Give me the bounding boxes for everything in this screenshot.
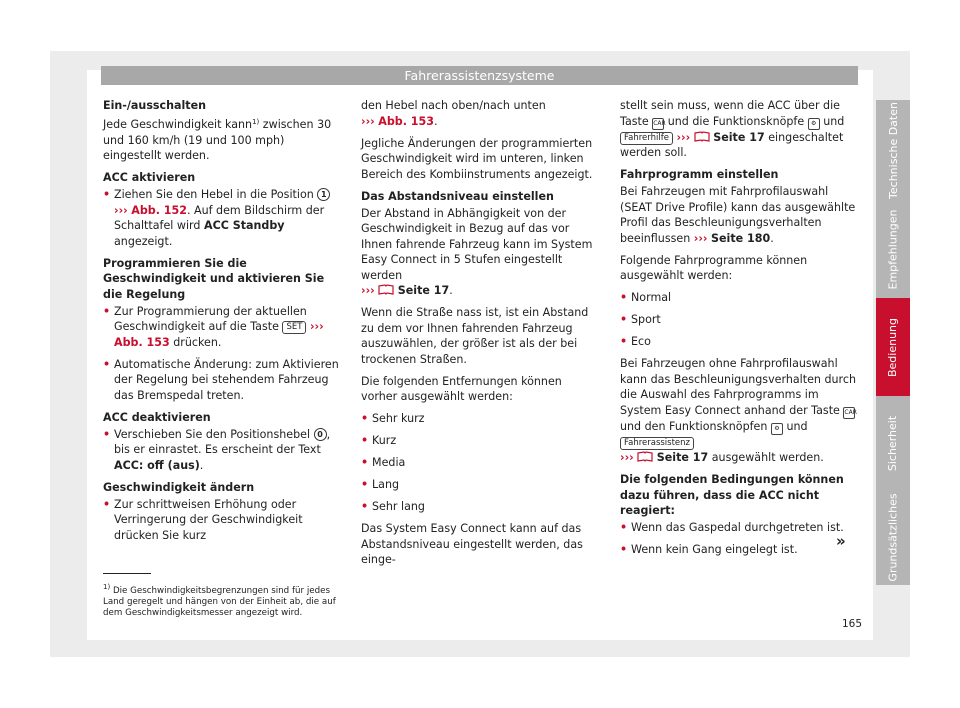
- paragraph: [620, 98, 860, 161]
- crossref-arrow: ›››: [676, 130, 691, 144]
- paragraph: Wenn die Straße nass ist, ist ein Abstand zu dem vor Ihnen fahrenden Fahrzeug auszuwählen, der größer ist als der bei trockenen Straßen.: [361, 306, 589, 366]
- crossref: ››› Seite 17.: [361, 284, 453, 297]
- paragraph: [620, 184, 860, 246]
- bullet: •: [103, 427, 111, 441]
- fahrerassistenz-key: Fahrerassistenz: [620, 437, 694, 450]
- bullet: •: [620, 335, 628, 348]
- text: ausgewählt werden.: [708, 451, 824, 464]
- bullet: •: [620, 291, 628, 304]
- tab-grundsaetzliches[interactable]: [876, 490, 910, 585]
- text: .: [199, 458, 204, 472]
- footnote-divider: [103, 573, 151, 574]
- bullet: •: [361, 434, 369, 447]
- text: drücken.: [169, 335, 222, 349]
- tab-label: Grundsätzliches: [886, 493, 900, 582]
- text: und: [819, 114, 845, 128]
- footnote-text: Die Geschwindigkeitsbegrenzungen sind für jedes Land geregelt und hängen von der Einheit ab, die auf dem Geschwindigkeitsmesser angezeigt wird.: [103, 586, 336, 618]
- tab-label: Technische Daten: [886, 101, 900, 199]
- column-2: [361, 98, 601, 574]
- bullet: •: [103, 357, 111, 371]
- function-button-icon: ⚙: [771, 423, 783, 435]
- list-item: [620, 290, 860, 306]
- text: Zur schrittweisen Erhöhung oder Verringerung der Geschwindigkeit drücken Sie kurz: [114, 497, 303, 542]
- heading-change-speed: Geschwindigkeit ändern: [103, 480, 255, 494]
- text: Ziehen Sie den Hebel in die Position: [114, 188, 318, 201]
- car-icon: CAR: [843, 407, 855, 419]
- footnote-ref[interactable]: 1): [252, 118, 260, 126]
- position-1-marker: 1: [317, 188, 330, 201]
- paragraph: Das System Easy Connect kann auf das Abstandsniveau eingestellt werden, das einge-: [361, 522, 583, 566]
- text: Zur Programmierung der aktuellen Geschwindigkeit auf die Taste: [114, 304, 307, 333]
- list-item: [620, 334, 860, 350]
- list-item: [361, 433, 601, 449]
- text: und die Funktionsknöpfe: [664, 114, 808, 128]
- bullet: •: [103, 188, 111, 201]
- bullet: •: [361, 500, 369, 513]
- tab-bedienung[interactable]: [876, 298, 910, 396]
- list-item: [103, 187, 343, 249]
- text: Bei Fahrzeugen mit Fahrprofilauswahl (SEAT Drive Profile) kann das ausgewählte Profil das Beschleunigungsverhalten beeinflussen: [620, 185, 856, 245]
- list-item: [620, 542, 860, 558]
- text: Sehr lang: [372, 500, 425, 513]
- tab-empfehlungen[interactable]: [876, 200, 910, 298]
- bullet: •: [103, 497, 111, 511]
- text: Normal: [631, 291, 672, 304]
- text-acc-off: ACC: off (aus): [114, 458, 200, 472]
- column-1: [103, 98, 343, 550]
- text: und den Funktionsknöpfen: [620, 419, 771, 433]
- list-item: [620, 312, 860, 328]
- column-3: [620, 98, 860, 564]
- text-acc-standby: ACC Standby: [203, 219, 285, 232]
- crossref-arrow: ›››: [361, 114, 375, 128]
- link-abb-153[interactable]: Abb. 153: [378, 114, 434, 128]
- text: eingeschaltet werden soll.: [620, 130, 844, 159]
- text: Wenn kein Gang eingelegt ist.: [631, 543, 798, 556]
- text: .: [770, 231, 774, 245]
- link-abb-153[interactable]: Abb. 153: [114, 335, 170, 349]
- link-seite-17[interactable]: Seite 17: [656, 451, 709, 464]
- bullet: •: [361, 456, 369, 469]
- text: Kurz: [372, 434, 397, 447]
- continue-marker: »: [836, 532, 846, 550]
- bullet: •: [361, 478, 369, 491]
- text: Wenn das Gaspedal durchgetreten ist.: [631, 521, 844, 534]
- function-button-icon: ⚙: [808, 118, 820, 130]
- paragraph: Die folgenden Entfernungen können vorher ausgewählt werden:: [361, 374, 562, 403]
- bullet: •: [620, 543, 628, 556]
- car-icon: CAR: [652, 118, 664, 130]
- page-number: 165: [842, 618, 863, 630]
- link-seite-180[interactable]: Seite 180: [711, 231, 771, 245]
- link-abb-152[interactable]: Abb. 152: [131, 203, 187, 217]
- heading-distance: Das Abstandsniveau einstellen: [361, 189, 554, 203]
- list-item: [103, 304, 343, 351]
- text: stellt sein muss, wenn die ACC über die Taste: [620, 99, 841, 128]
- list-item: [361, 477, 601, 493]
- crossref-arrow: ›››: [693, 231, 708, 245]
- list-item: [361, 499, 601, 515]
- text: . Auf dem Bildschirm der Schalttafel wird: [114, 203, 325, 232]
- text: und: [782, 419, 808, 433]
- bullet: •: [620, 313, 628, 326]
- footnote: [103, 582, 348, 619]
- text: Automatische Änderung: zum Aktivieren der Regelung bei stehendem Fahrzeug das Bremspedal treten.: [114, 357, 339, 402]
- heading-program: Programmieren Sie die Geschwindigkeit und aktivieren Sie die Regelung: [103, 256, 325, 301]
- crossref-arrow: ›››: [309, 320, 324, 333]
- heading-conditions: Die folgenden Bedingungen können dazu führen, dass die ACC nicht reagiert:: [620, 473, 844, 517]
- set-key: SET: [282, 321, 306, 334]
- book-icon: [694, 131, 710, 142]
- paragraph: Der Abstand in Abhängigkeit von der Geschwindigkeit in Bezug auf das vor Ihnen fahrende Fahrzeug kann im System Easy Connect in 5 Stufen eingestellt werden: [361, 206, 593, 282]
- list-item: [361, 455, 601, 471]
- page-header: Fahrerassistenzsysteme: [101, 66, 858, 85]
- tab-label: Bedienung: [886, 317, 900, 377]
- text: Sehr kurz: [372, 412, 425, 425]
- text: angezeigt.: [114, 234, 173, 248]
- link-seite-17[interactable]: Seite 17: [397, 284, 450, 297]
- bullet: •: [620, 521, 628, 534]
- heading-onoff: Ein-/ausschalten: [103, 99, 207, 112]
- book-icon: [637, 451, 653, 462]
- heading-deactivate: ACC deaktivieren: [103, 410, 211, 424]
- text: Bei Fahrzeugen ohne Fahrprofilauswahl kann das Beschleunigungsverhalten durch die Auswahl des Fahrprogramms im System Easy Connect anhand der Taste: [620, 357, 857, 417]
- paragraph: [620, 356, 860, 466]
- bullet: •: [103, 304, 111, 318]
- text: Verschieben Sie den Positionshebel: [114, 427, 314, 441]
- paragraph: Jegliche Änderungen der programmierten Geschwindigkeit wird im unteren, linken Bereich des Kombiinstruments angezeigt.: [361, 136, 593, 181]
- text: , bis er einrastet. Es erscheint der Text: [114, 427, 331, 456]
- list-item: [103, 497, 343, 544]
- list-item: [103, 427, 343, 474]
- tab-label: Empfehlungen: [886, 209, 900, 289]
- heading-activate: ACC aktivieren: [103, 171, 196, 184]
- paragraph-speed-range: [103, 115, 343, 164]
- link-seite-17[interactable]: Seite 17: [713, 130, 765, 144]
- fahrerhilfe-key: Fahrerhilfe: [620, 132, 673, 145]
- list-item: [103, 357, 343, 404]
- text: Eco: [631, 335, 651, 348]
- crossref-arrow: ›››: [114, 203, 128, 217]
- tab-technische-daten[interactable]: [876, 100, 910, 200]
- tab-sicherheit[interactable]: [876, 396, 910, 490]
- position-0-marker: 0: [314, 428, 327, 441]
- text: Media: [372, 456, 406, 469]
- crossref: ››› Abb. 153.: [361, 114, 438, 128]
- text: Sport: [631, 313, 661, 326]
- crossref-arrow: ›››: [620, 451, 634, 464]
- text: zwischen 30 und 160 km/h (19 und 100 mph) eingestellt werden.: [103, 118, 332, 162]
- paragraph: Folgende Fahrprogramme können ausgewählt werden:: [620, 253, 808, 282]
- list-item: [620, 520, 860, 536]
- crossref-arrow: ›››: [361, 284, 375, 297]
- list-item: [361, 411, 601, 427]
- tab-label: Sicherheit: [886, 415, 900, 471]
- text: Lang: [372, 478, 400, 491]
- heading-drive-program: Fahrprogramm einstellen: [620, 168, 779, 181]
- bullet: •: [361, 412, 369, 425]
- paragraph: den Hebel nach oben/nach unten: [361, 99, 546, 112]
- footnote-number: 1): [103, 583, 111, 591]
- book-icon: [378, 284, 394, 295]
- text: Jede Geschwindigkeit kann: [103, 118, 253, 131]
